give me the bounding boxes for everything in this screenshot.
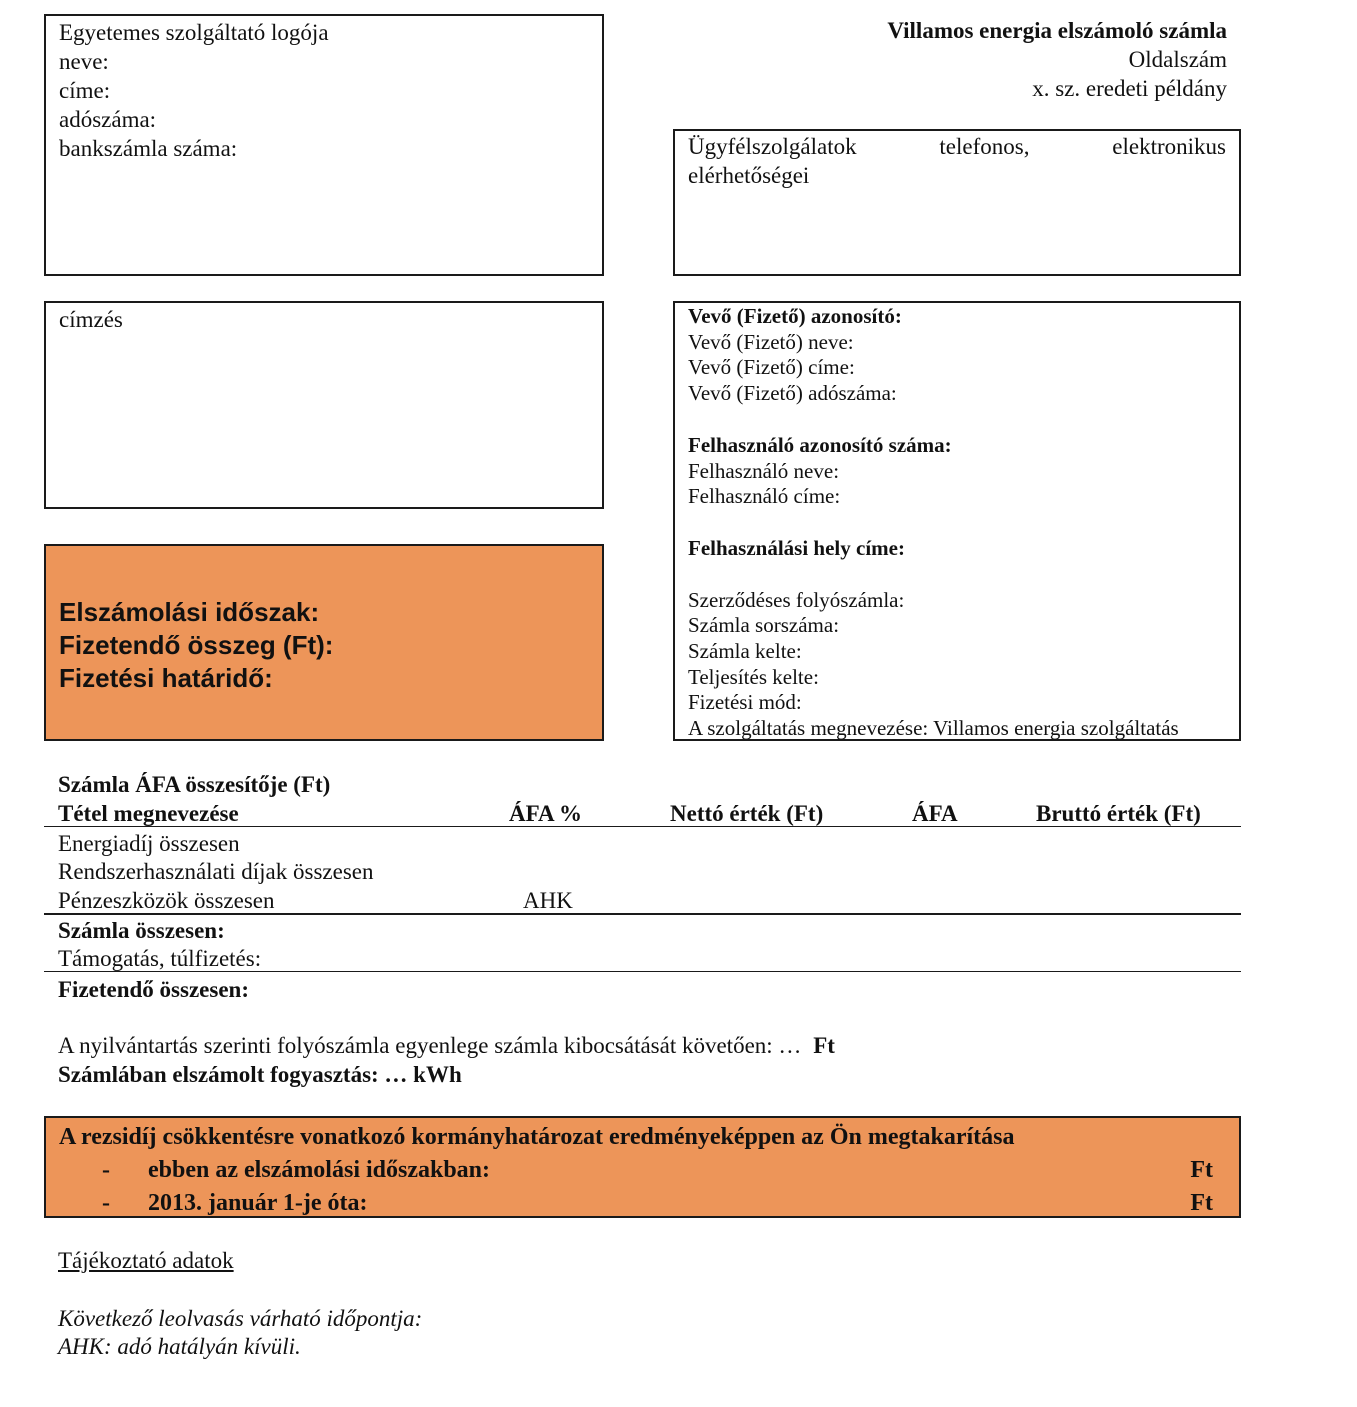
vat-table-title: Számla ÁFA összesítője (Ft) [58, 772, 331, 797]
next-reading-label: Következő leolvasás várható időpontja: [58, 1306, 423, 1331]
payment-method-label: Fizetési mód: [688, 690, 802, 715]
spacer [688, 407, 1239, 433]
col-header-item: Tétel megnevezése [58, 801, 239, 826]
invoice-total-label: Számla összesen: [58, 918, 225, 943]
supplier-address-label: címe: [59, 78, 111, 103]
savings-unit: Ft [1190, 1157, 1213, 1183]
row-item: Energiadíj összesen [58, 831, 240, 856]
col-header-vat-pct: ÁFA % [509, 801, 583, 826]
contact-word-2: telefonos, [939, 134, 1030, 159]
support-overpayment-label: Támogatás, túlfizetés: [58, 946, 262, 971]
address-label: címzés [59, 307, 123, 332]
spacer [688, 510, 1239, 536]
buyer-address-label: Vevő (Fizető) címe: [688, 355, 855, 380]
row-item: Rendszerhasználati díjak összesen [58, 859, 374, 884]
supplier-name-label: neve: [59, 49, 109, 74]
col-header-net: Nettó érték (Ft) [670, 801, 824, 826]
contact-line-2: elérhetőségei [688, 163, 810, 188]
savings-dash: - [102, 1157, 110, 1183]
table-header-rule [44, 826, 1241, 827]
page-number-label: Oldalszám [1128, 47, 1227, 72]
copy-note: x. sz. eredeti példány [1032, 76, 1227, 101]
table-row [58, 886, 275, 915]
table-row [58, 829, 240, 858]
address-box [44, 301, 604, 509]
table-body-rule [44, 913, 1241, 915]
user-address-label: Felhasználó címe: [688, 484, 841, 509]
table-total-rule [44, 971, 1241, 972]
savings-title: A rezsidíj csökkentésre vonatkozó kormányhatározat eredményeképpen az Ön megtakarítása [59, 1124, 1015, 1150]
balance-text: A nyilvántartás szerinti folyószámla egyenlege számla kibocsátását követően: … [58, 1033, 802, 1058]
savings-item-since-2013 [59, 1187, 1213, 1220]
user-id-label: Felhasználó azonosító száma: [688, 432, 952, 457]
balance-unit: Ft [813, 1033, 835, 1058]
billing-summary-box [44, 544, 604, 741]
savings-unit: Ft [1190, 1190, 1213, 1216]
due-date-label: Fizetési határidő: [59, 663, 273, 693]
contract-account-label: Szerződéses folyószámla: [688, 587, 905, 612]
row-item: Pénzeszközök összesen [58, 888, 275, 913]
buyer-name-label: Vevő (Fizető) neve: [688, 329, 854, 354]
col-header-vat: ÁFA [912, 801, 958, 826]
savings-item-period [59, 1154, 1213, 1187]
row-vat-pct: AHK [523, 888, 573, 913]
savings-dash: - [102, 1190, 110, 1216]
invoice-date-label: Számla kelte: [688, 639, 802, 664]
supplier-logo-label: Egyetemes szolgáltató logója [59, 20, 329, 45]
fulfilment-date-label: Teljesítés kelte: [688, 664, 819, 689]
place-address-label: Felhasználási hely címe: [688, 535, 905, 560]
contact-word-1: Ügyfélszolgálatok [688, 134, 857, 159]
consumption-line: Számlában elszámolt fogyasztás: … kWh [58, 1062, 462, 1087]
user-name-label: Felhasználó neve: [688, 458, 840, 483]
contact-box [673, 129, 1241, 276]
balance-line [58, 1031, 835, 1060]
buyer-id-label: Vevő (Fizető) azonosító: [688, 304, 902, 328]
supplier-bank-label: bankszámla száma: [59, 136, 238, 161]
savings-label: 2013. január 1-je óta: [148, 1190, 368, 1216]
savings-label: ebben az elszámolási időszakban: [148, 1157, 491, 1183]
contact-heading-row [688, 132, 1226, 161]
invoice-title: Villamos energia elszámoló számla [887, 18, 1227, 43]
buyer-tax-label: Vevő (Fizető) adószáma: [688, 381, 897, 406]
invoice-header [887, 16, 1227, 103]
savings-box [44, 1116, 1241, 1218]
payable-total-label: Fizetendő összesen: [58, 977, 249, 1002]
info-heading: Tájékoztató adatok [58, 1248, 234, 1273]
invoice-number-label: Számla sorszáma: [688, 613, 840, 638]
billing-period-label: Elszámolási időszak: [59, 597, 320, 627]
spacer [688, 562, 1239, 588]
service-name-label: A szolgáltatás megnevezése: Villamos energia szolgáltatás [688, 716, 1179, 741]
table-row [58, 857, 374, 886]
contact-word-3: elektronikus [1112, 134, 1226, 159]
supplier-box [44, 14, 604, 276]
col-header-gross: Bruttó érték (Ft) [1036, 801, 1201, 826]
supplier-tax-label: adószáma: [59, 107, 157, 132]
customer-info-box [673, 301, 1241, 741]
ahk-note: AHK: adó hatályán kívüli. [58, 1334, 301, 1359]
amount-due-label: Fizetendő összeg (Ft): [59, 630, 334, 660]
